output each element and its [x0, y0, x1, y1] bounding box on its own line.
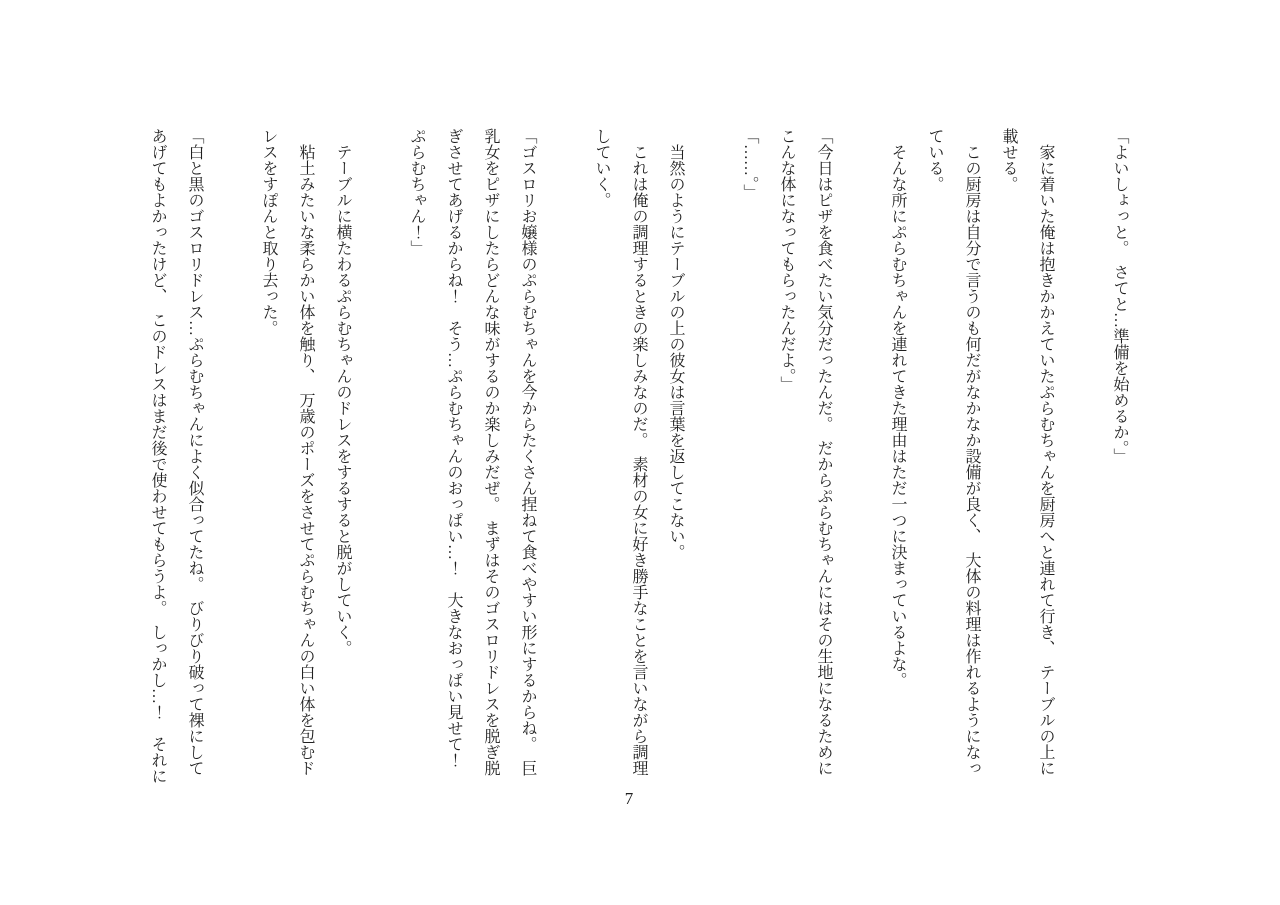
- text-line: 「ゴスロリお嬢様のぷらむちゃんを今からたくさん捏ねて食べやすい形にするからね。 巨: [519, 128, 536, 776]
- text-line: 家に着いた俺は抱きかかえていたぷらむちゃんを厨房へと連れて行き、 テーブルの上に: [1037, 144, 1054, 776]
- text-body: [139, 128, 1138, 808]
- text-line: 粘土みたいな柔らかい体を触り、 万歳のポーズをさせてぷらむちゃんの白い体を包むド: [297, 144, 314, 776]
- blank-line: [213, 128, 250, 808]
- blank-line: [1064, 128, 1101, 808]
- text-line: そんな所にぷらむちゃんを連れてきた理由はただ一つに決まっているよな。: [889, 144, 906, 688]
- text-line: していく。: [593, 128, 610, 208]
- blank-line: [694, 128, 731, 808]
- text-line: 「白と黒のゴスロリドレス…ぷらむちゃんによく似合ってたね。 びりびり破って裸にして: [186, 128, 203, 776]
- text-line: ぎさせてあげるからね！ そう…ぷらむちゃんのおっぱい…！ 大きなおっぱい見せて！: [445, 128, 462, 768]
- page-number: 7: [624, 789, 634, 808]
- text-line: こんな体になってもらったんだよ。」: [778, 128, 795, 392]
- text-line: 「よいしょっと。 さてと…準備を始めるか。」: [1111, 128, 1128, 464]
- blank-line: [361, 128, 398, 808]
- text-line: ぷらむちゃん！」: [408, 128, 425, 256]
- text-line: レスをすぽんと取り去った。: [260, 128, 277, 336]
- text-line: ている。: [926, 128, 943, 192]
- text-line: 載せる。: [1000, 128, 1017, 192]
- text-line: あげてもよかったけど、 このドレスはまだ後で使わせてもらうよ。 しっかし…！ それに: [149, 128, 166, 784]
- text-line: テーブルに横たわるぷらむちゃんのドレスをするすると脱がしていく。: [334, 144, 351, 656]
- text-line: この厨房は自分で言うのも何だがなかなか設備が良く、 大体の料理は作れるようになっ: [963, 144, 980, 776]
- blank-line: [842, 128, 879, 808]
- text-line: 当然のようにテーブルの上の彼女は言葉を返してこない。: [667, 144, 684, 560]
- text-line: これは俺の調理するときの楽しみなのだ。 素材の女に好き勝手なことを言いながら調理: [630, 144, 647, 776]
- text-line: 乳女をピザにしたらどんな味がするのか楽しみだぜ。 まずはそのゴスロリドレスを脱ぎ脱: [482, 128, 499, 776]
- text-line: 「今日はピザを食べたい気分だったんだ。 だからぷらむちゃんにはその生地になるために: [815, 128, 832, 776]
- blank-line: [546, 128, 583, 808]
- text-line: 「……。」: [741, 128, 758, 200]
